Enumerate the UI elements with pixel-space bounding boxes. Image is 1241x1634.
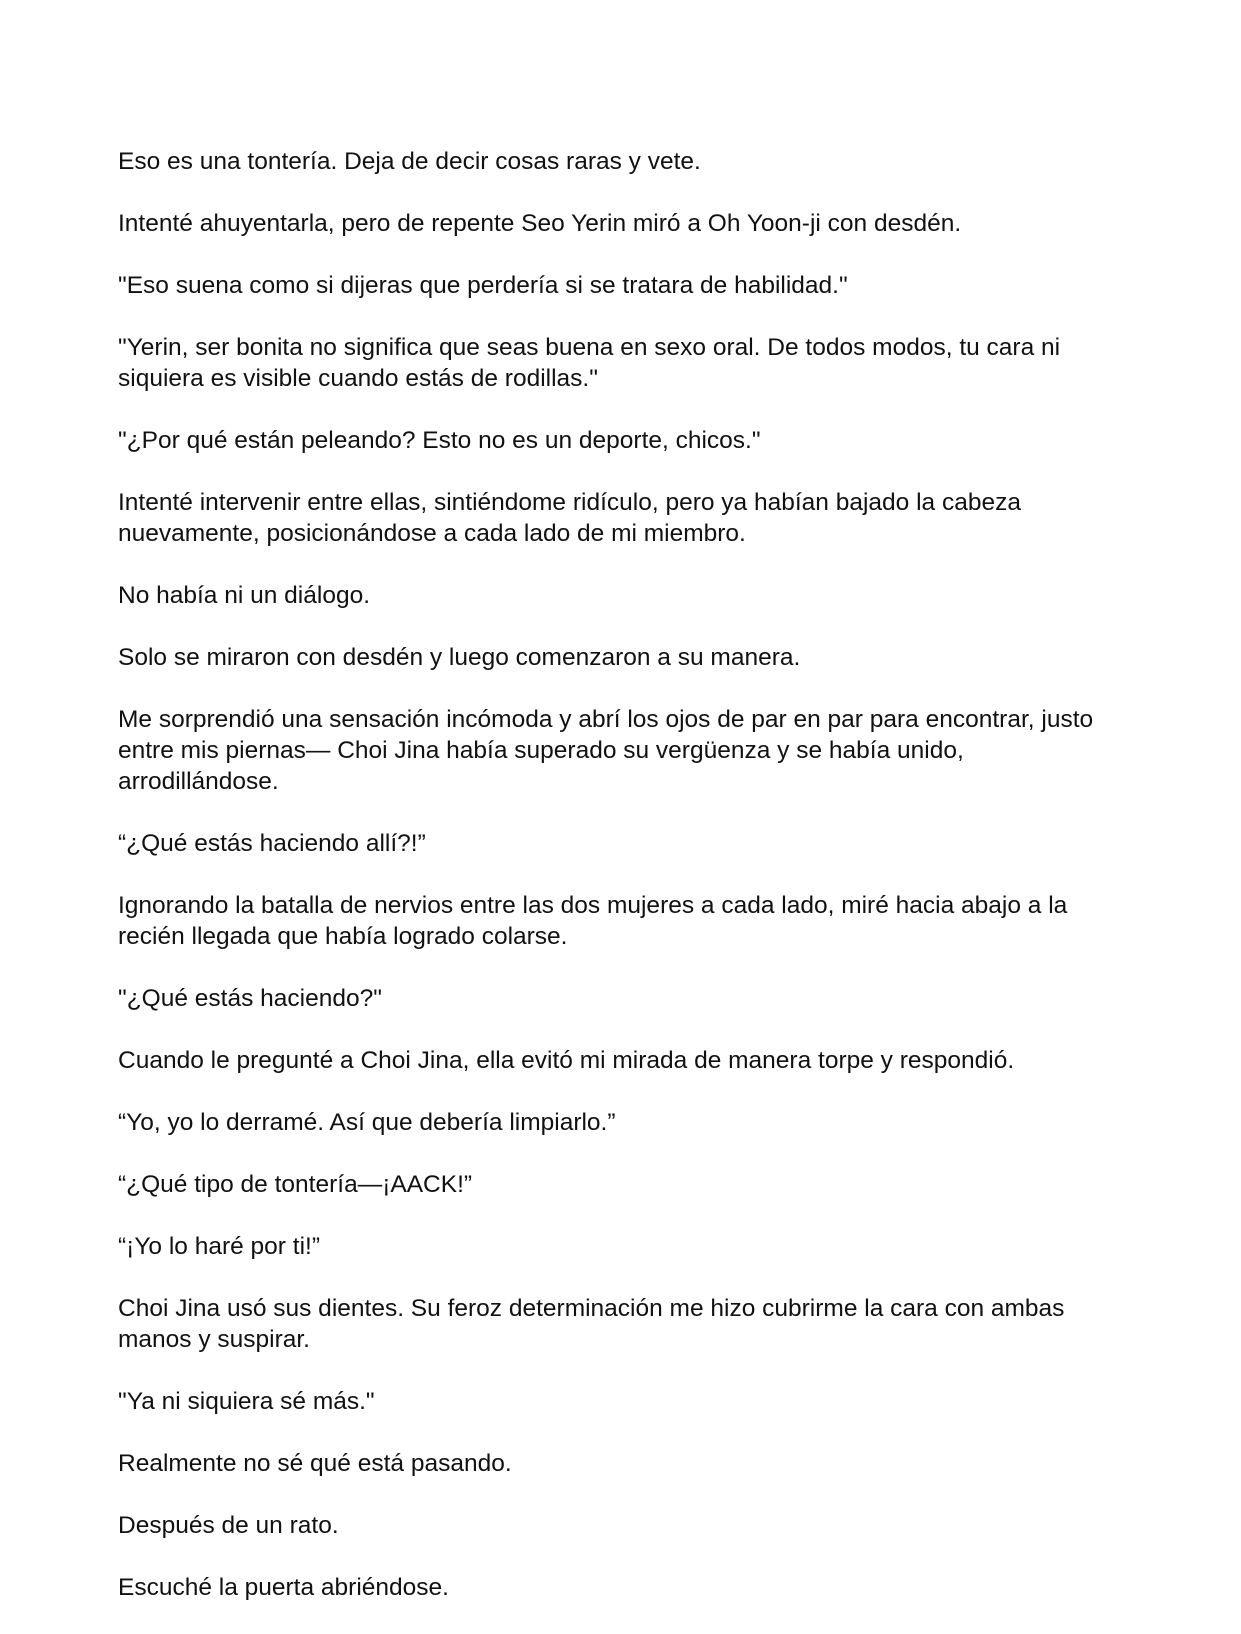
paragraph: Choi Jina usó sus dientes. Su feroz determinación me hizo cubrirme la cara con ambas manos y suspirar.	[118, 1295, 1065, 1353]
paragraph: “¡Yo lo haré por ti!”	[118, 1233, 320, 1260]
paragraph: Ignorando la batalla de nervios entre las dos mujeres a cada lado, miré hacia abajo a la recién llegada que había logrado colarse.	[118, 892, 1068, 950]
paragraph: "Ya ni siquiera sé más."	[118, 1388, 375, 1415]
paragraph: "Eso suena como si dijeras que perdería si se tratara de habilidad."	[118, 272, 848, 299]
paragraph: Eso es una tontería. Deja de decir cosas raras y vete.	[118, 148, 701, 175]
paragraph: Solo se miraron con desdén y luego comenzaron a su manera.	[118, 644, 801, 671]
paragraph: "¿Por qué están peleando? Esto no es un deporte, chicos."	[118, 427, 761, 454]
paragraph: Después de un rato.	[118, 1512, 339, 1539]
document-body	[118, 146, 1128, 1634]
paragraph: “Yo, yo lo derramé. Así que debería limpiarlo.”	[118, 1109, 616, 1136]
paragraph: Escuché la puerta abriéndose.	[118, 1574, 449, 1601]
paragraph: "¿Qué estás haciendo?"	[118, 985, 382, 1012]
paragraph: Intenté intervenir entre ellas, sintiéndome ridículo, pero ya habían bajado la cabeza nuevamente, posicionándose a cada lado de mi miembro.	[118, 489, 1021, 547]
paragraph: Me sorprendió una sensación incómoda y abrí los ojos de par en par para encontrar, justo entre mis piernas— Choi Jina había superado su vergüenza y se había unido, arrodillándose.	[118, 706, 1094, 795]
paragraph: Intenté ahuyentarla, pero de repente Seo Yerin miró a Oh Yoon-ji con desdén.	[118, 210, 962, 237]
paragraph: “¿Qué estás haciendo allí?!”	[118, 830, 426, 857]
paragraph: “¿Qué tipo de tontería—¡AACK!”	[118, 1171, 473, 1198]
paragraph: Cuando le pregunté a Choi Jina, ella evitó mi mirada de manera torpe y respondió.	[118, 1047, 1015, 1074]
paragraph: No había ni un diálogo.	[118, 582, 370, 609]
paragraph: Realmente no sé qué está pasando.	[118, 1450, 512, 1477]
paragraph: "Yerin, ser bonita no significa que seas buena en sexo oral. De todos modos, tu cara ni siquiera es visible cuando estás de rodillas."	[118, 334, 1061, 392]
